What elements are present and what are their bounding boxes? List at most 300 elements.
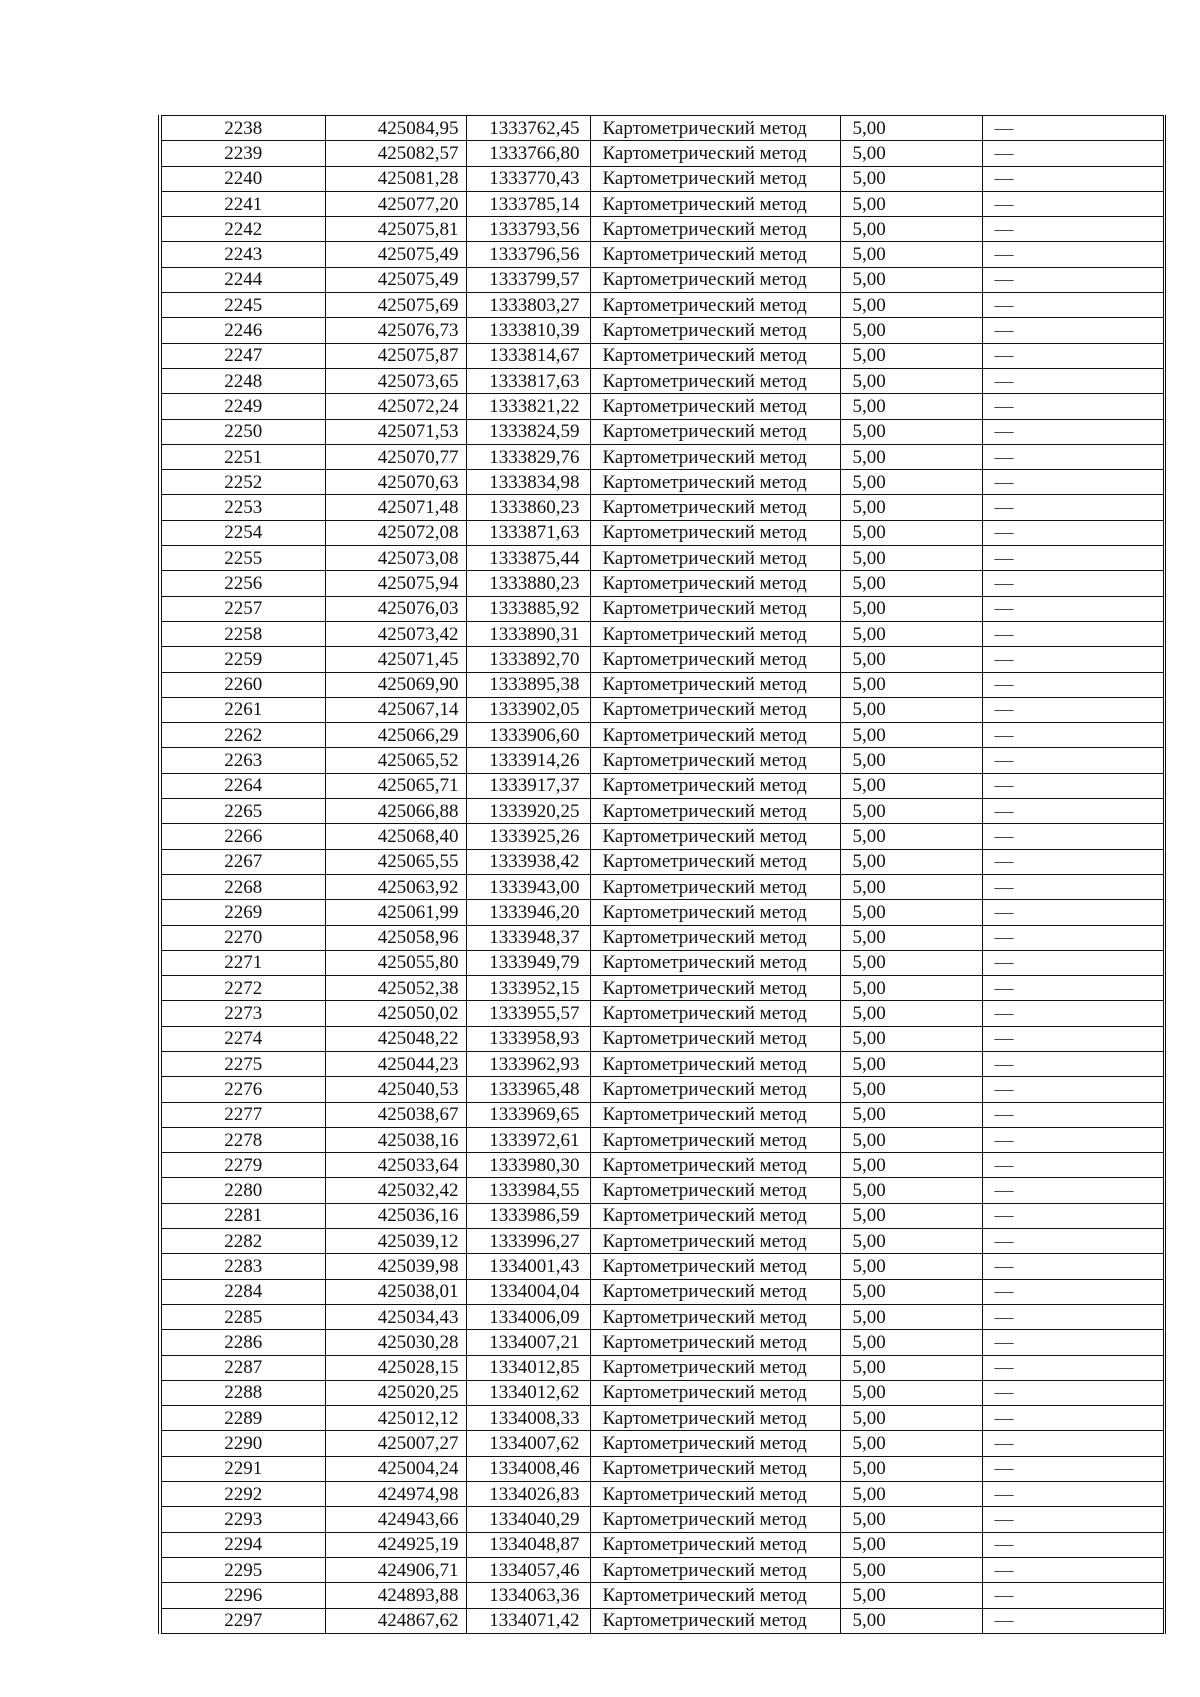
accuracy-cell: 5,00 bbox=[840, 1456, 982, 1481]
note-cell: — bbox=[982, 1431, 1164, 1456]
x-coordinate-cell: 425038,16 bbox=[325, 1127, 466, 1152]
point-number-cell: 2245 bbox=[160, 293, 325, 318]
accuracy-cell: 5,00 bbox=[840, 1330, 982, 1355]
table-row bbox=[160, 1203, 1164, 1228]
method-cell: Картометрический метод bbox=[590, 267, 840, 292]
y-coordinate-cell: 1333895,38 bbox=[466, 672, 590, 697]
x-coordinate-cell: 425048,22 bbox=[325, 1026, 466, 1051]
x-coordinate-cell: 424974,98 bbox=[325, 1482, 466, 1507]
x-coordinate-cell: 425071,53 bbox=[325, 419, 466, 444]
x-coordinate-cell: 425073,08 bbox=[325, 546, 466, 571]
table-row bbox=[160, 1279, 1164, 1304]
accuracy-cell: 5,00 bbox=[840, 672, 982, 697]
y-coordinate-cell: 1333810,39 bbox=[466, 318, 590, 343]
note-cell: — bbox=[982, 394, 1164, 419]
accuracy-cell: 5,00 bbox=[840, 1279, 982, 1304]
table-row bbox=[160, 874, 1164, 899]
point-number-cell: 2291 bbox=[160, 1456, 325, 1481]
table-row bbox=[160, 773, 1164, 798]
note-cell: — bbox=[982, 1127, 1164, 1152]
method-cell: Картометрический метод bbox=[590, 723, 840, 748]
y-coordinate-cell: 1333875,44 bbox=[466, 546, 590, 571]
table-row bbox=[160, 950, 1164, 975]
note-cell: — bbox=[982, 166, 1164, 191]
method-cell: Картометрический метод bbox=[590, 773, 840, 798]
x-coordinate-cell: 425065,55 bbox=[325, 849, 466, 874]
table-row bbox=[160, 1456, 1164, 1481]
method-cell: Картометрический метод bbox=[590, 1026, 840, 1051]
table-row bbox=[160, 1001, 1164, 1026]
method-cell: Картометрический метод bbox=[590, 1203, 840, 1228]
x-coordinate-cell: 425061,99 bbox=[325, 900, 466, 925]
note-cell: — bbox=[982, 1102, 1164, 1127]
table-row bbox=[160, 1077, 1164, 1102]
x-coordinate-cell: 425036,16 bbox=[325, 1203, 466, 1228]
method-cell: Картометрический метод bbox=[590, 495, 840, 520]
table-row bbox=[160, 343, 1164, 368]
accuracy-cell: 5,00 bbox=[840, 520, 982, 545]
point-number-cell: 2287 bbox=[160, 1355, 325, 1380]
method-cell: Картометрический метод bbox=[590, 1153, 840, 1178]
x-coordinate-cell: 425068,40 bbox=[325, 824, 466, 849]
table-row bbox=[160, 1127, 1164, 1152]
note-cell: — bbox=[982, 242, 1164, 267]
x-coordinate-cell: 425075,81 bbox=[325, 217, 466, 242]
note-cell: — bbox=[982, 1304, 1164, 1329]
method-cell: Картометрический метод bbox=[590, 1279, 840, 1304]
point-number-cell: 2289 bbox=[160, 1406, 325, 1431]
table-row bbox=[160, 723, 1164, 748]
method-cell: Картометрический метод bbox=[590, 1482, 840, 1507]
method-cell: Картометрический метод bbox=[590, 1608, 840, 1633]
point-number-cell: 2244 bbox=[160, 267, 325, 292]
note-cell: — bbox=[982, 1406, 1164, 1431]
point-number-cell: 2283 bbox=[160, 1254, 325, 1279]
point-number-cell: 2268 bbox=[160, 874, 325, 899]
point-number-cell: 2262 bbox=[160, 723, 325, 748]
accuracy-cell: 5,00 bbox=[840, 1203, 982, 1228]
note-cell: — bbox=[982, 318, 1164, 343]
y-coordinate-cell: 1333958,93 bbox=[466, 1026, 590, 1051]
note-cell: — bbox=[982, 1229, 1164, 1254]
accuracy-cell: 5,00 bbox=[840, 1608, 982, 1633]
accuracy-cell: 5,00 bbox=[840, 976, 982, 1001]
accuracy-cell: 5,00 bbox=[840, 799, 982, 824]
method-cell: Картометрический метод bbox=[590, 1507, 840, 1532]
note-cell: — bbox=[982, 141, 1164, 166]
table-row bbox=[160, 1153, 1164, 1178]
table-row bbox=[160, 520, 1164, 545]
point-number-cell: 2264 bbox=[160, 773, 325, 798]
note-cell: — bbox=[982, 1203, 1164, 1228]
table-row bbox=[160, 672, 1164, 697]
table-row bbox=[160, 141, 1164, 166]
point-number-cell: 2274 bbox=[160, 1026, 325, 1051]
x-coordinate-cell: 425075,87 bbox=[325, 343, 466, 368]
table-row bbox=[160, 1229, 1164, 1254]
method-cell: Картометрический метод bbox=[590, 647, 840, 672]
point-number-cell: 2273 bbox=[160, 1001, 325, 1026]
method-cell: Картометрический метод bbox=[590, 672, 840, 697]
method-cell: Картометрический метод bbox=[590, 1583, 840, 1608]
y-coordinate-cell: 1334004,04 bbox=[466, 1279, 590, 1304]
point-number-cell: 2294 bbox=[160, 1532, 325, 1557]
accuracy-cell: 5,00 bbox=[840, 293, 982, 318]
point-number-cell: 2260 bbox=[160, 672, 325, 697]
accuracy-cell: 5,00 bbox=[840, 470, 982, 495]
point-number-cell: 2286 bbox=[160, 1330, 325, 1355]
x-coordinate-cell: 425052,38 bbox=[325, 976, 466, 1001]
x-coordinate-cell: 425070,77 bbox=[325, 444, 466, 469]
accuracy-cell: 5,00 bbox=[840, 1153, 982, 1178]
note-cell: — bbox=[982, 647, 1164, 672]
table-row bbox=[160, 546, 1164, 571]
point-number-cell: 2261 bbox=[160, 697, 325, 722]
y-coordinate-cell: 1334007,62 bbox=[466, 1431, 590, 1456]
point-number-cell: 2242 bbox=[160, 217, 325, 242]
table-row bbox=[160, 368, 1164, 393]
y-coordinate-cell: 1334007,21 bbox=[466, 1330, 590, 1355]
table-row bbox=[160, 824, 1164, 849]
y-coordinate-cell: 1334001,43 bbox=[466, 1254, 590, 1279]
table-row bbox=[160, 799, 1164, 824]
note-cell: — bbox=[982, 874, 1164, 899]
y-coordinate-cell: 1333969,65 bbox=[466, 1102, 590, 1127]
point-number-cell: 2295 bbox=[160, 1557, 325, 1582]
point-number-cell: 2267 bbox=[160, 849, 325, 874]
note-cell: — bbox=[982, 1608, 1164, 1633]
accuracy-cell: 5,00 bbox=[840, 141, 982, 166]
table-row bbox=[160, 1406, 1164, 1431]
table-row bbox=[160, 1026, 1164, 1051]
y-coordinate-cell: 1333766,80 bbox=[466, 141, 590, 166]
y-coordinate-cell: 1333920,25 bbox=[466, 799, 590, 824]
method-cell: Картометрический метод bbox=[590, 1532, 840, 1557]
table-row bbox=[160, 1304, 1164, 1329]
method-cell: Картометрический метод bbox=[590, 799, 840, 824]
x-coordinate-cell: 425077,20 bbox=[325, 191, 466, 216]
method-cell: Картометрический метод bbox=[590, 849, 840, 874]
x-coordinate-cell: 425012,12 bbox=[325, 1406, 466, 1431]
accuracy-cell: 5,00 bbox=[840, 191, 982, 216]
table-row bbox=[160, 596, 1164, 621]
method-cell: Картометрический метод bbox=[590, 444, 840, 469]
table-row bbox=[160, 1431, 1164, 1456]
method-cell: Картометрический метод bbox=[590, 1127, 840, 1152]
note-cell: — bbox=[982, 520, 1164, 545]
accuracy-cell: 5,00 bbox=[840, 1001, 982, 1026]
x-coordinate-cell: 425020,25 bbox=[325, 1380, 466, 1405]
method-cell: Картометрический метод bbox=[590, 1178, 840, 1203]
accuracy-cell: 5,00 bbox=[840, 419, 982, 444]
accuracy-cell: 5,00 bbox=[840, 773, 982, 798]
y-coordinate-cell: 1333996,27 bbox=[466, 1229, 590, 1254]
y-coordinate-cell: 1334057,46 bbox=[466, 1557, 590, 1582]
x-coordinate-cell: 425075,49 bbox=[325, 242, 466, 267]
note-cell: — bbox=[982, 368, 1164, 393]
point-number-cell: 2243 bbox=[160, 242, 325, 267]
coordinates-table-body bbox=[160, 116, 1164, 1634]
y-coordinate-cell: 1333892,70 bbox=[466, 647, 590, 672]
table-row bbox=[160, 394, 1164, 419]
table-row bbox=[160, 1532, 1164, 1557]
accuracy-cell: 5,00 bbox=[840, 621, 982, 646]
x-coordinate-cell: 425082,57 bbox=[325, 141, 466, 166]
table-row bbox=[160, 470, 1164, 495]
method-cell: Картометрический метод bbox=[590, 1304, 840, 1329]
note-cell: — bbox=[982, 343, 1164, 368]
y-coordinate-cell: 1333949,79 bbox=[466, 950, 590, 975]
method-cell: Картометрический метод bbox=[590, 141, 840, 166]
x-coordinate-cell: 425071,48 bbox=[325, 495, 466, 520]
accuracy-cell: 5,00 bbox=[840, 546, 982, 571]
x-coordinate-cell: 425072,24 bbox=[325, 394, 466, 419]
accuracy-cell: 5,00 bbox=[840, 697, 982, 722]
x-coordinate-cell: 424893,88 bbox=[325, 1583, 466, 1608]
point-number-cell: 2247 bbox=[160, 343, 325, 368]
x-coordinate-cell: 425040,53 bbox=[325, 1077, 466, 1102]
method-cell: Картометрический метод bbox=[590, 697, 840, 722]
method-cell: Картометрический метод bbox=[590, 950, 840, 975]
note-cell: — bbox=[982, 1532, 1164, 1557]
accuracy-cell: 5,00 bbox=[840, 1178, 982, 1203]
x-coordinate-cell: 425075,69 bbox=[325, 293, 466, 318]
note-cell: — bbox=[982, 596, 1164, 621]
point-number-cell: 2269 bbox=[160, 900, 325, 925]
accuracy-cell: 5,00 bbox=[840, 1355, 982, 1380]
note-cell: — bbox=[982, 748, 1164, 773]
accuracy-cell: 5,00 bbox=[840, 647, 982, 672]
x-coordinate-cell: 425076,03 bbox=[325, 596, 466, 621]
y-coordinate-cell: 1334012,62 bbox=[466, 1380, 590, 1405]
method-cell: Картометрический метод bbox=[590, 571, 840, 596]
y-coordinate-cell: 1333952,15 bbox=[466, 976, 590, 1001]
accuracy-cell: 5,00 bbox=[840, 1051, 982, 1076]
x-coordinate-cell: 425073,65 bbox=[325, 368, 466, 393]
table-row bbox=[160, 191, 1164, 216]
y-coordinate-cell: 1333762,45 bbox=[466, 116, 590, 141]
table-row bbox=[160, 1482, 1164, 1507]
x-coordinate-cell: 425032,42 bbox=[325, 1178, 466, 1203]
method-cell: Картометрический метод bbox=[590, 1077, 840, 1102]
point-number-cell: 2266 bbox=[160, 824, 325, 849]
note-cell: — bbox=[982, 773, 1164, 798]
note-cell: — bbox=[982, 1153, 1164, 1178]
accuracy-cell: 5,00 bbox=[840, 444, 982, 469]
point-number-cell: 2297 bbox=[160, 1608, 325, 1633]
y-coordinate-cell: 1333917,37 bbox=[466, 773, 590, 798]
table-row bbox=[160, 166, 1164, 191]
note-cell: — bbox=[982, 1330, 1164, 1355]
x-coordinate-cell: 425028,15 bbox=[325, 1355, 466, 1380]
y-coordinate-cell: 1333984,55 bbox=[466, 1178, 590, 1203]
point-number-cell: 2258 bbox=[160, 621, 325, 646]
x-coordinate-cell: 424943,66 bbox=[325, 1507, 466, 1532]
x-coordinate-cell: 425067,14 bbox=[325, 697, 466, 722]
note-cell: — bbox=[982, 217, 1164, 242]
accuracy-cell: 5,00 bbox=[840, 1127, 982, 1152]
accuracy-cell: 5,00 bbox=[840, 1507, 982, 1532]
accuracy-cell: 5,00 bbox=[840, 1532, 982, 1557]
note-cell: — bbox=[982, 546, 1164, 571]
y-coordinate-cell: 1334071,42 bbox=[466, 1608, 590, 1633]
note-cell: — bbox=[982, 470, 1164, 495]
table-row bbox=[160, 925, 1164, 950]
x-coordinate-cell: 425039,12 bbox=[325, 1229, 466, 1254]
table-row bbox=[160, 1330, 1164, 1355]
note-cell: — bbox=[982, 1001, 1164, 1026]
point-number-cell: 2271 bbox=[160, 950, 325, 975]
point-number-cell: 2282 bbox=[160, 1229, 325, 1254]
note-cell: — bbox=[982, 1178, 1164, 1203]
point-number-cell: 2272 bbox=[160, 976, 325, 1001]
point-number-cell: 2292 bbox=[160, 1482, 325, 1507]
coordinates-table bbox=[158, 115, 1166, 1634]
point-number-cell: 2296 bbox=[160, 1583, 325, 1608]
point-number-cell: 2240 bbox=[160, 166, 325, 191]
method-cell: Картометрический метод bbox=[590, 1557, 840, 1582]
accuracy-cell: 5,00 bbox=[840, 874, 982, 899]
point-number-cell: 2252 bbox=[160, 470, 325, 495]
note-cell: — bbox=[982, 1051, 1164, 1076]
note-cell: — bbox=[982, 950, 1164, 975]
method-cell: Картометрический метод bbox=[590, 824, 840, 849]
method-cell: Картометрический метод bbox=[590, 242, 840, 267]
method-cell: Картометрический метод bbox=[590, 1380, 840, 1405]
method-cell: Картометрический метод bbox=[590, 116, 840, 141]
note-cell: — bbox=[982, 723, 1164, 748]
y-coordinate-cell: 1333814,67 bbox=[466, 343, 590, 368]
method-cell: Картометрический метод bbox=[590, 1431, 840, 1456]
method-cell: Картометрический метод bbox=[590, 1229, 840, 1254]
point-number-cell: 2248 bbox=[160, 368, 325, 393]
point-number-cell: 2255 bbox=[160, 546, 325, 571]
y-coordinate-cell: 1333785,14 bbox=[466, 191, 590, 216]
note-cell: — bbox=[982, 1026, 1164, 1051]
method-cell: Картометрический метод bbox=[590, 1330, 840, 1355]
accuracy-cell: 5,00 bbox=[840, 1304, 982, 1329]
method-cell: Картометрический метод bbox=[590, 1456, 840, 1481]
x-coordinate-cell: 425066,88 bbox=[325, 799, 466, 824]
note-cell: — bbox=[982, 293, 1164, 318]
point-number-cell: 2290 bbox=[160, 1431, 325, 1456]
y-coordinate-cell: 1333986,59 bbox=[466, 1203, 590, 1228]
note-cell: — bbox=[982, 925, 1164, 950]
method-cell: Картометрический метод bbox=[590, 546, 840, 571]
accuracy-cell: 5,00 bbox=[840, 1380, 982, 1405]
y-coordinate-cell: 1333834,98 bbox=[466, 470, 590, 495]
note-cell: — bbox=[982, 1380, 1164, 1405]
x-coordinate-cell: 425030,28 bbox=[325, 1330, 466, 1355]
accuracy-cell: 5,00 bbox=[840, 824, 982, 849]
point-number-cell: 2285 bbox=[160, 1304, 325, 1329]
y-coordinate-cell: 1333860,23 bbox=[466, 495, 590, 520]
method-cell: Картометрический метод bbox=[590, 419, 840, 444]
accuracy-cell: 5,00 bbox=[840, 368, 982, 393]
method-cell: Картометрический метод bbox=[590, 1051, 840, 1076]
point-number-cell: 2277 bbox=[160, 1102, 325, 1127]
y-coordinate-cell: 1333943,00 bbox=[466, 874, 590, 899]
table-row bbox=[160, 697, 1164, 722]
note-cell: — bbox=[982, 697, 1164, 722]
table-row bbox=[160, 647, 1164, 672]
method-cell: Картометрический метод bbox=[590, 1355, 840, 1380]
table-row bbox=[160, 621, 1164, 646]
accuracy-cell: 5,00 bbox=[840, 217, 982, 242]
point-number-cell: 2251 bbox=[160, 444, 325, 469]
note-cell: — bbox=[982, 824, 1164, 849]
method-cell: Картометрический метод bbox=[590, 1406, 840, 1431]
accuracy-cell: 5,00 bbox=[840, 1102, 982, 1127]
accuracy-cell: 5,00 bbox=[840, 267, 982, 292]
x-coordinate-cell: 425039,98 bbox=[325, 1254, 466, 1279]
method-cell: Картометрический метод bbox=[590, 394, 840, 419]
table-row bbox=[160, 1254, 1164, 1279]
method-cell: Картометрический метод bbox=[590, 191, 840, 216]
x-coordinate-cell: 425070,63 bbox=[325, 470, 466, 495]
point-number-cell: 2284 bbox=[160, 1279, 325, 1304]
note-cell: — bbox=[982, 267, 1164, 292]
x-coordinate-cell: 425065,71 bbox=[325, 773, 466, 798]
y-coordinate-cell: 1333938,42 bbox=[466, 849, 590, 874]
method-cell: Картометрический метод bbox=[590, 900, 840, 925]
table-row bbox=[160, 495, 1164, 520]
x-coordinate-cell: 425055,80 bbox=[325, 950, 466, 975]
method-cell: Картометрический метод bbox=[590, 976, 840, 1001]
note-cell: — bbox=[982, 1482, 1164, 1507]
point-number-cell: 2249 bbox=[160, 394, 325, 419]
note-cell: — bbox=[982, 1507, 1164, 1532]
method-cell: Картометрический метод bbox=[590, 621, 840, 646]
method-cell: Картометрический метод bbox=[590, 874, 840, 899]
note-cell: — bbox=[982, 419, 1164, 444]
x-coordinate-cell: 425084,95 bbox=[325, 116, 466, 141]
y-coordinate-cell: 1333817,63 bbox=[466, 368, 590, 393]
point-number-cell: 2279 bbox=[160, 1153, 325, 1178]
note-cell: — bbox=[982, 1077, 1164, 1102]
y-coordinate-cell: 1333906,60 bbox=[466, 723, 590, 748]
point-number-cell: 2253 bbox=[160, 495, 325, 520]
y-coordinate-cell: 1333962,93 bbox=[466, 1051, 590, 1076]
table-row bbox=[160, 900, 1164, 925]
y-coordinate-cell: 1333925,26 bbox=[466, 824, 590, 849]
table-row bbox=[160, 242, 1164, 267]
y-coordinate-cell: 1333824,59 bbox=[466, 419, 590, 444]
point-number-cell: 2250 bbox=[160, 419, 325, 444]
x-coordinate-cell: 425058,96 bbox=[325, 925, 466, 950]
x-coordinate-cell: 425072,08 bbox=[325, 520, 466, 545]
table-row bbox=[160, 748, 1164, 773]
point-number-cell: 2263 bbox=[160, 748, 325, 773]
x-coordinate-cell: 425065,52 bbox=[325, 748, 466, 773]
x-coordinate-cell: 424906,71 bbox=[325, 1557, 466, 1582]
method-cell: Картометрический метод bbox=[590, 166, 840, 191]
point-number-cell: 2238 bbox=[160, 116, 325, 141]
accuracy-cell: 5,00 bbox=[840, 1077, 982, 1102]
method-cell: Картометрический метод bbox=[590, 470, 840, 495]
x-coordinate-cell: 425081,28 bbox=[325, 166, 466, 191]
x-coordinate-cell: 424867,62 bbox=[325, 1608, 466, 1633]
method-cell: Картометрический метод bbox=[590, 293, 840, 318]
method-cell: Картометрический метод bbox=[590, 1001, 840, 1026]
point-number-cell: 2276 bbox=[160, 1077, 325, 1102]
y-coordinate-cell: 1334012,85 bbox=[466, 1355, 590, 1380]
x-coordinate-cell: 425034,43 bbox=[325, 1304, 466, 1329]
accuracy-cell: 5,00 bbox=[840, 571, 982, 596]
table-row bbox=[160, 1507, 1164, 1532]
point-number-cell: 2275 bbox=[160, 1051, 325, 1076]
x-coordinate-cell: 425044,23 bbox=[325, 1051, 466, 1076]
